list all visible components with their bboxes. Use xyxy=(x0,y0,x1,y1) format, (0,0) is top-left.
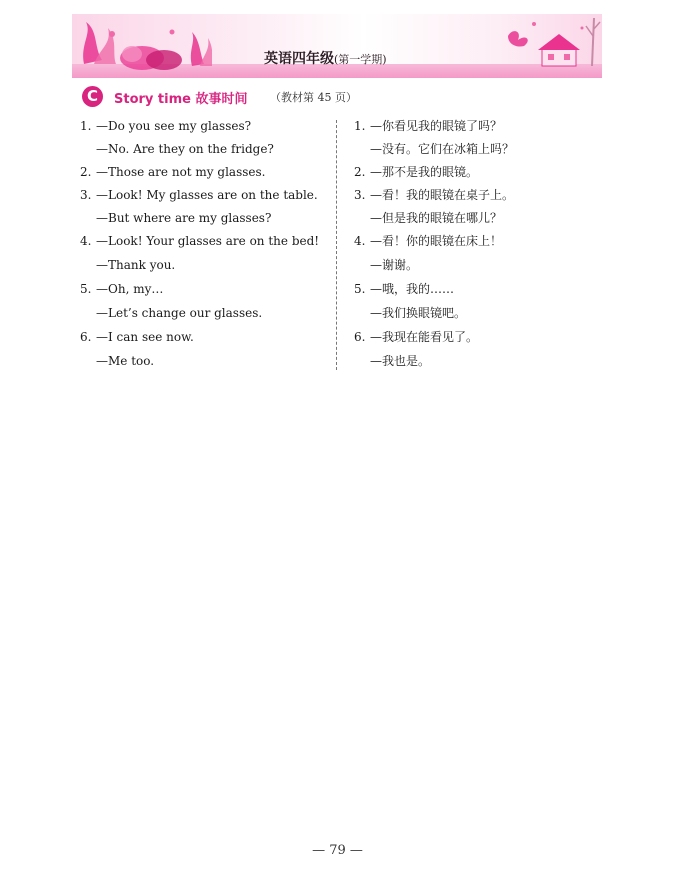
decoration-left-icon xyxy=(72,14,212,70)
book-title xyxy=(264,48,387,68)
list-item: —没有。它们在冰箱上吗？ xyxy=(370,142,515,156)
list-item: 6. —我现在能看见了。 xyxy=(354,330,479,344)
list-item: —但是我的眼镜在哪儿？ xyxy=(370,211,503,225)
list-item: —谢谢。 xyxy=(370,258,419,272)
book-title-main: 英语四年级 xyxy=(264,51,334,67)
book-title-term: (第一学期) xyxy=(334,53,387,66)
list-item: 4. —看！你的眼镜在床上！ xyxy=(354,234,503,248)
list-item: 1. —你看见我的眼镜了吗？ xyxy=(354,119,503,133)
list-item: 6. —I can see now. xyxy=(80,330,194,344)
list-item: 1. —Do you see my glasses? xyxy=(80,119,252,133)
list-item: 3. —Look! My glasses are on the table. xyxy=(80,188,318,202)
decoration-house-icon xyxy=(502,14,602,70)
list-item: —我也是。 xyxy=(370,354,431,368)
section-reference: （教材第 45 页） xyxy=(270,91,357,104)
list-item: 4. —Look! Your glasses are on the bed! xyxy=(80,234,320,248)
page-number: — 79 — xyxy=(312,843,363,858)
list-item: —No. Are they on the fridge? xyxy=(96,142,274,156)
list-item: —Let’s change our glasses. xyxy=(96,306,263,320)
list-item: 2. —Those are not my glasses. xyxy=(80,165,266,179)
page-header xyxy=(72,14,602,80)
list-item: —But where are my glasses? xyxy=(96,211,272,225)
list-item: —Me too. xyxy=(96,354,155,368)
list-item: 5. —Oh, my… xyxy=(80,282,164,296)
list-item: —我们换眼镜吧。 xyxy=(370,306,467,320)
list-item: 2. —那不是我的眼镜。 xyxy=(354,165,479,179)
list-item: —Thank you. xyxy=(96,258,176,272)
section-badge: C xyxy=(82,86,103,107)
column-divider xyxy=(336,120,337,370)
list-item: 5. —哦，我的…… xyxy=(354,282,455,296)
list-item: 3. —看！我的眼镜在桌子上。 xyxy=(354,188,515,202)
section-title: Story time 故事时间 xyxy=(114,92,248,107)
